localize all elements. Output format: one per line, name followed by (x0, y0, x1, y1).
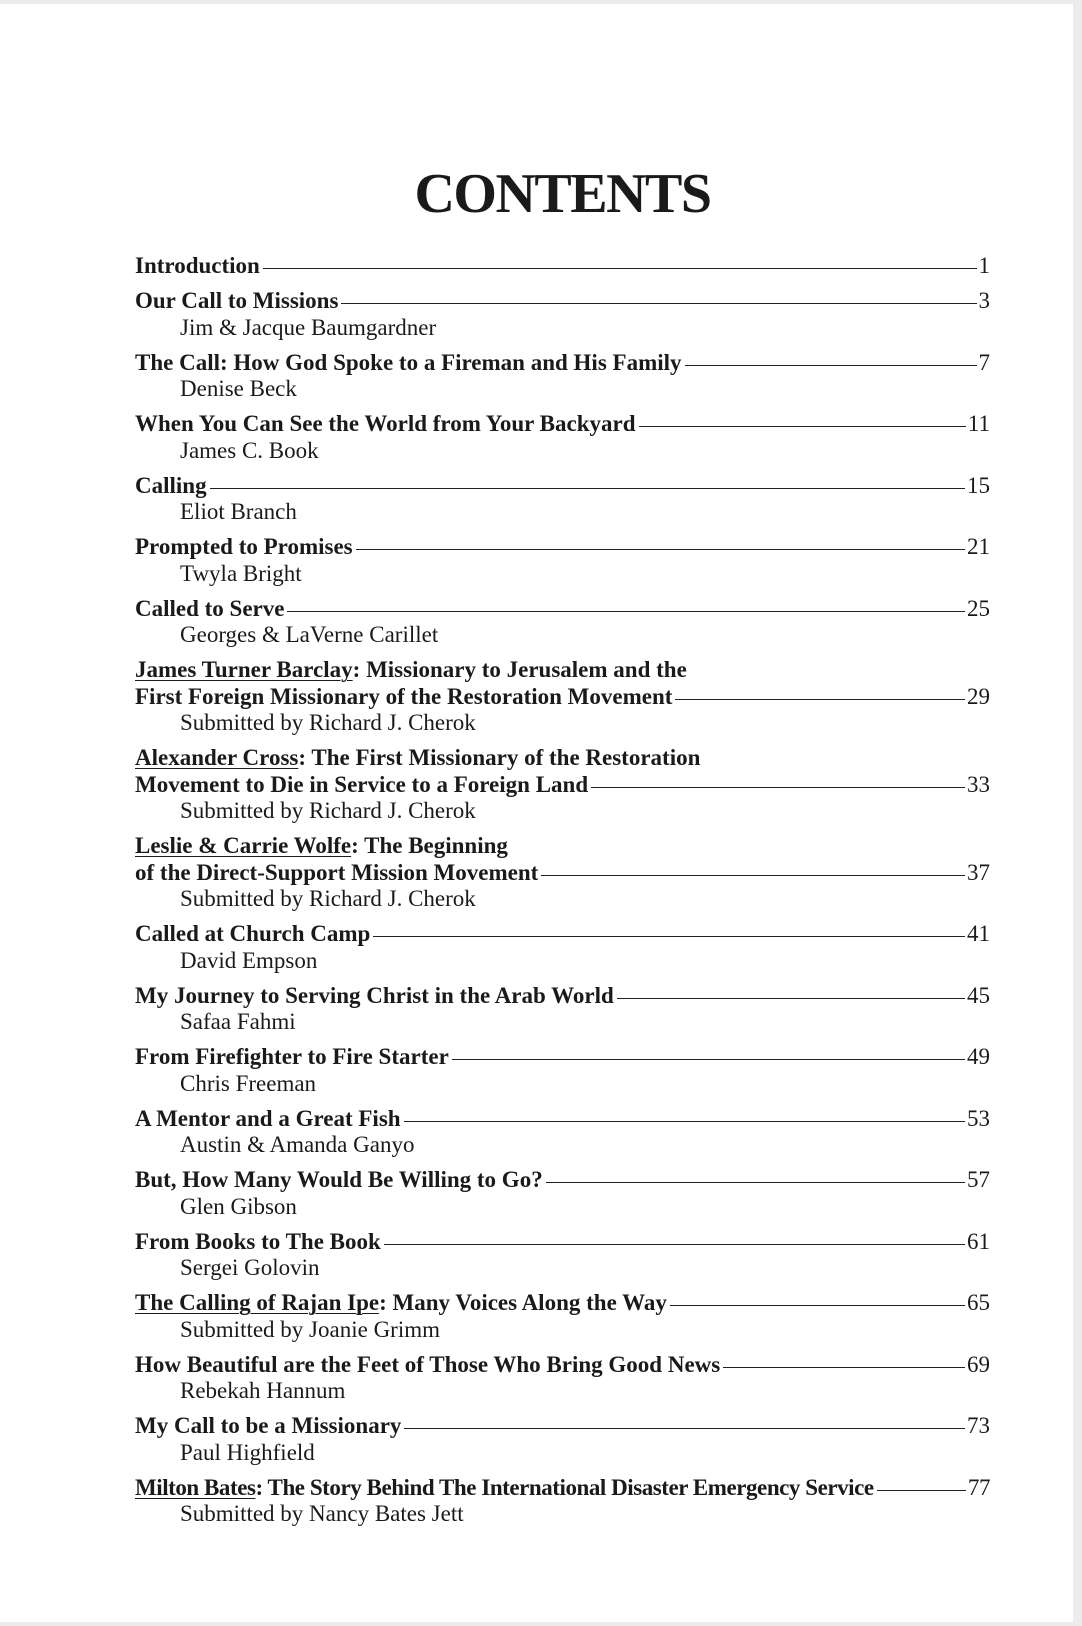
toc-entry (135, 745, 990, 825)
toc-title-line (135, 596, 990, 623)
entry-author: Submitted by Joanie Grimm (180, 1316, 441, 1342)
toc-title-line (135, 983, 990, 1010)
entry-title: Prompted to Promises (135, 534, 353, 559)
toc-entry (135, 350, 990, 403)
leader-line (404, 1428, 965, 1429)
leader-line (263, 268, 977, 269)
entry-title-wrapper (135, 1475, 874, 1502)
toc-title-line (135, 1290, 990, 1317)
page-number: 1 (978, 253, 990, 278)
subject-name: Leslie & Carrie Wolfe (135, 833, 352, 858)
page-number: 11 (967, 411, 990, 436)
entry-author: Twyla Bright (180, 560, 302, 586)
toc-title-line (135, 1044, 990, 1071)
leader-line (639, 426, 966, 427)
page-number: 73 (967, 1413, 990, 1438)
page-number: 3 (978, 288, 990, 313)
toc-title-line (135, 288, 990, 315)
toc-entry (135, 1413, 990, 1466)
entry-author: Denise Beck (180, 376, 297, 401)
entry-title: But, How Many Would Be Willing to Go? (135, 1167, 543, 1192)
page-number: 49 (967, 1044, 990, 1069)
leader-line (546, 1182, 965, 1183)
page-number: 57 (967, 1167, 990, 1192)
page-number: 61 (967, 1228, 990, 1254)
entry-author: Georges & LaVerne Carillet (180, 622, 439, 647)
entry-title: How Beautiful are the Feet of Those Who Bring Good News (135, 1351, 721, 1377)
toc-entry (135, 1475, 990, 1528)
entry-title: Introduction (135, 253, 260, 278)
toc-title-line (135, 860, 990, 887)
toc-entry (135, 1106, 990, 1159)
entry-author: James C. Book (180, 437, 319, 463)
toc-entry (135, 983, 990, 1036)
entry-title: When You Can See the World from Your Backyard (135, 411, 636, 436)
leader-line (384, 1244, 965, 1245)
entry-title-continued: of the Direct-Support Mission Movement (135, 859, 539, 885)
leader-line (617, 998, 965, 999)
toc-entry (135, 1229, 990, 1282)
entry-title: Called at Church Camp (135, 921, 371, 946)
page-number: 25 (967, 595, 990, 621)
page-number: 37 (967, 859, 990, 885)
entry-author: David Empson (180, 947, 318, 973)
toc-entry (135, 253, 990, 280)
subject-name: The Calling of Rajan Ipe (135, 1290, 380, 1315)
leader-line (670, 1305, 965, 1306)
toc-title-line (135, 684, 990, 711)
document-page (0, 4, 1073, 1622)
page-number: 69 (967, 1351, 990, 1377)
toc-entry (135, 288, 990, 341)
toc-entry (135, 657, 990, 737)
entry-author: Jim & Jacque Baumgardner (180, 314, 437, 340)
leader-line (452, 1059, 965, 1060)
toc-title-line (135, 253, 990, 280)
page-number: 21 (967, 534, 990, 559)
entry-title-continued: First Foreign Missionary of the Restoration Movement (135, 683, 673, 709)
toc-entry (135, 1167, 990, 1220)
toc-title-first-line (135, 657, 990, 684)
entry-title: : The First Missionary of the Restoration (298, 745, 701, 770)
entry-title-wrapper (135, 1290, 667, 1317)
entry-author: Rebekah Hannum (180, 1378, 346, 1403)
leader-line (541, 875, 965, 876)
page-number: 77 (967, 1474, 990, 1500)
toc-entry (135, 1044, 990, 1097)
toc-title-line (135, 772, 990, 799)
toc-title-line (135, 1413, 990, 1440)
entry-author: Safaa Fahmi (180, 1009, 296, 1034)
toc-title-line (135, 534, 990, 561)
entry-title: From Books to The Book (135, 1228, 381, 1254)
leader-line (287, 611, 965, 612)
entry-author: Austin & Amanda Ganyo (180, 1132, 415, 1157)
subject-name: Alexander Cross (135, 745, 299, 770)
entry-author: Glen Gibson (180, 1193, 297, 1219)
page-number: 15 (967, 472, 990, 498)
toc-title-line (135, 1106, 990, 1133)
page-number: 7 (978, 349, 990, 375)
toc-entry (135, 921, 990, 974)
entry-title: : Many Voices Along the Way (379, 1290, 667, 1315)
toc-entry (135, 596, 990, 649)
toc-title-line (135, 1352, 990, 1379)
entry-author: Submitted by Richard J. Cherok (180, 798, 476, 823)
entry-title: Called to Serve (135, 595, 285, 621)
entry-title-continued: Movement to Die in Service to a Foreign Land (135, 771, 589, 797)
entry-title: My Journey to Serving Christ in the Arab World (135, 982, 614, 1008)
entry-title: : The Story Behind The International Disaster Emergency Service (255, 1474, 874, 1500)
toc-entry (135, 411, 990, 464)
entry-author: Submitted by Richard J. Cherok (180, 886, 476, 911)
toc-title-line (135, 411, 990, 438)
toc-entry (135, 833, 990, 913)
toc-title-line (135, 1167, 990, 1194)
toc-title-first-line (135, 833, 990, 860)
toc-title-first-line (135, 745, 990, 772)
entry-author: Chris Freeman (180, 1070, 317, 1096)
page-number: 41 (967, 921, 990, 946)
leader-line (877, 1490, 966, 1491)
entry-author: Sergei Golovin (180, 1255, 320, 1280)
entry-title: Calling (135, 472, 207, 498)
entry-author: Submitted by Nancy Bates Jett (180, 1501, 464, 1526)
leader-line (356, 549, 965, 550)
page-number: 53 (967, 1105, 990, 1131)
entry-title: Our Call to Missions (135, 288, 339, 313)
table-of-contents (135, 253, 990, 1536)
page-number: 29 (967, 683, 990, 709)
toc-entry (135, 473, 990, 526)
entry-author: Submitted by Richard J. Cherok (180, 710, 476, 735)
toc-title-line (135, 350, 990, 377)
leader-line (210, 488, 965, 489)
leader-line (341, 303, 976, 304)
toc-entry (135, 1352, 990, 1405)
entry-author: Paul Highfield (180, 1439, 315, 1465)
leader-line (591, 787, 965, 788)
entry-title: : Missionary to Jerusalem and the (352, 657, 687, 682)
entry-title: : The Beginning (351, 833, 508, 858)
entry-title: From Firefighter to Fire Starter (135, 1044, 449, 1069)
subject-name: Milton Bates (135, 1474, 256, 1500)
toc-title-line (135, 473, 990, 500)
page-number: 45 (967, 982, 990, 1008)
entry-title: My Call to be a Missionary (135, 1413, 402, 1438)
subject-name: James Turner Barclay (135, 657, 353, 682)
toc-title-line (135, 1475, 990, 1502)
leader-line (373, 936, 965, 937)
page-number: 33 (967, 771, 990, 797)
toc-entry (135, 534, 990, 587)
leader-line (404, 1121, 965, 1122)
toc-entry (135, 1290, 990, 1343)
toc-title-line (135, 921, 990, 948)
leader-line (723, 1367, 965, 1368)
entry-title: A Mentor and a Great Fish (135, 1105, 401, 1131)
page-number: 65 (967, 1290, 990, 1315)
leader-line (685, 365, 977, 366)
entry-author: Eliot Branch (180, 499, 297, 524)
leader-line (675, 699, 965, 700)
toc-title-line (135, 1229, 990, 1256)
page-title: CONTENTS (414, 163, 711, 225)
entry-title: The Call: How God Spoke to a Fireman and His Family (135, 349, 682, 375)
